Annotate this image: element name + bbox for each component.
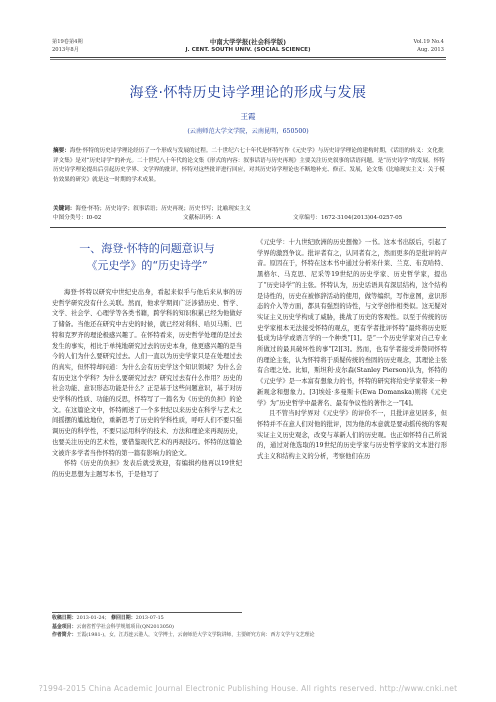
issue-volume: 第19卷第4期 — [52, 39, 83, 45]
abstract — [53, 147, 445, 185]
header-rule — [50, 57, 446, 58]
body-paragraph: 《元史学：十九世纪欧洲的历史想像》一书。这本书出版后，引起了学界的激烈争议。批评者有之，认同者有之，然而更多的是批评的声音。原因在于，怀特在这本书中通过分析米什莱、兰克、布克哈特、黑格尔、马克思、尼采等19世纪的历史学家、历史哲学家，提出了“历史诗学”的主张。怀特认为，历史话语具有深层结构，这个结构是诗性的，历史在被修辞活动的使用，做等编织，写作意图，意识形态的介入等方面，都具有强烈的诗性，与文学创作相类似。这无疑对实证主义历史学构成了威胁，挑战了历史的客观性。以至于传统的历史学家根本无法接受怀特的观点，更有学者批评怀特“最终将历史贬低成为诗学或语言学的一个种类”[1]。是“一个历史学家对自己专业所做过的最具破坏性的事”[2][3]。然而，也有学者接受并赞同怀特的理论主张，认为怀特将于质疑传统的叁固的历史观念，其理论主张有合理之处。比如，斯坦利·皮尔森(Stanley Pierson)认为，怀特的《元史学》是一本富有想象力的书，怀特的研究将给史学家带来一种新观念和想象力。[3]埃娃·多曼斯卡(Ewa Domanska)则将《元史学》为“历史哲学中最著名、最有争议性的著作之一”[4]。 — [257, 239, 447, 407]
header-rule-thin — [50, 59, 446, 60]
issue-volume-en: Vol.19 No.4 — [413, 39, 444, 45]
footnote-rule — [52, 612, 242, 613]
author-name: 王霞 — [240, 112, 256, 121]
classification-line — [53, 214, 445, 223]
keywords-text: 海登·怀特；历史诗学；叙事话语；历史再现；历史书写；比喻现实主义 — [75, 206, 251, 212]
issue-info-en — [414, 38, 444, 54]
section-heading — [52, 240, 242, 274]
footnote-fund — [52, 623, 444, 632]
author-bio-text: 王霞(1981-)，女，江苏连云港人，文学博士，云南师范大学文学院讲师，主要研究方向：西方文学与文艺理论 — [76, 632, 315, 639]
clc-number: 中图分类号：I0-02 — [53, 215, 102, 221]
revised-label: 修回日期： — [111, 615, 136, 621]
body-paragraph: 且不管当时学界对《元史学》的评价不一，且批评意见居多，但怀特并不在意人们对他的批评，因为他的本意就是要动摇传统的客观实证主义历史观念，改变与革新人们的历史观。也正如怀特自己所说的，通过对他选取的19世纪的历史学家与历史哲学家的文本进行形式主义和结构主义的分析，考察他们在历 — [257, 410, 447, 461]
section-heading-line2: 《元史学》的“历史诗学” — [86, 259, 208, 272]
keywords — [53, 205, 445, 214]
body-column-left — [52, 288, 242, 481]
issue-date-en: Aug. 2013 — [417, 47, 444, 53]
footnotes — [52, 614, 444, 640]
article-number: 文章编号：1672-3104(2013)04-0257-05 — [293, 215, 403, 221]
journal-name-cn: 中南大学学报(社会科学版) — [209, 38, 287, 46]
section-heading-line1: 一、海登·怀特的问题意识与 — [79, 242, 215, 255]
body-column-right — [257, 238, 447, 463]
received-date: 2013-01-24； — [76, 615, 110, 621]
fund-label: 基金项目： — [52, 623, 77, 630]
copyright-watermark: ?1994-2015 China Academic Journal Electronic Publishing House. All rights reserved. http://www.cnki.net — [38, 684, 458, 693]
body-paragraph: 海登·怀特以研究中世纪史出身，看起来似乎与他后来从事的历史哲学研究没有什么关联。然而，他求学期间广泛涉猎历史、哲学、文学、社会学、心理学等各类书籍，跨学科的知识积累已经为他做好了储备。当他还在研究中古史的时候，就已经对利科、哈贝马斯、巴特和克罗齐的理论极感兴趣了。在怀特看来，历史哲学处理的是过去发生的事实，相比于单纯地研究过去的历史本身，他更感兴趣的是当今的人们为什么要研究过去。人们一直以为历史学家只是在处理过去的真实，但怀特却问道：为什么会有历史学这个知识领域？为什么会有历史这个学科？为什么要研究过去？研究过去有什么作用？历史的社会功能、意识形态功能是什么？正是基于这些问题意识，基于对历史学科的性质、功能的反思，怀特写了一篇名为《历史的负担》的论文。在这篇论文中，怀特阐述了一个多世纪以来历史在科学与艺术之间摇摆的尴尬地位，重新思考了历史的学科性质，呼吁人们不要只强调历史的科学性，不要只运用科学的技术、方法和理论来再现历史，也要关注历史的艺术性，要借鉴现代艺术的再现技巧。怀特的这篇论文被许多学者当作怀特的第一篇有影响力的论文。 — [52, 289, 242, 457]
document-code: 文献标识码：A — [183, 215, 221, 221]
footnote-dates — [52, 614, 444, 623]
issue-date: 2013年8月 — [52, 47, 79, 53]
body-paragraph: 怀特《历史的负担》发表后就受欢迎，有编辑约他再以19世纪的历史思想为主题写本书，于是他写了 — [52, 460, 242, 478]
received-label: 收稿日期： — [52, 615, 77, 621]
author-affiliation: (云南师范大学文学院，云南昆明，650500) — [187, 128, 309, 135]
author-bio-label: 作者简介： — [52, 632, 77, 639]
abstract-text: 海登·怀特的历史诗学理论经历了一个形成与发展的过程。二十世纪六七十年代是怀特写作《元史学》与历史诗学理论的建构时期，《话语的转义：文化批评文集》是对“历史诗学”的补充。二十世纪八十年代的论文集《形式的内容：叙事话语与历史再现》主要关注历史叙事的话语问题，是“历史诗学”的发展。怀特历史诗学理论提出后引起历史学界、文学界的批评，怀特对这些批评进行回应，对其历史诗学理论也不断地补充、修正、发展，论文集《比喻现实主义：关于模仿效果的研究》就是这一时期的学术成果。 — [53, 148, 445, 183]
journal-name-en: J. CENT. SOUTH UNIV. (SOCIAL SCIENCE) — [185, 47, 311, 53]
footnote-author — [52, 631, 444, 640]
revised-date: 2013-07-15 — [135, 615, 164, 621]
abstract-rule — [50, 227, 446, 228]
article-title: 海登·怀特历史诗学理论的形成与发展 — [129, 85, 367, 101]
fund-text: 云南省哲学社会科学规划项目(QN2013050) — [76, 623, 174, 630]
abstract-label: 摘要： — [53, 148, 70, 154]
keywords-label: 关键词： — [53, 206, 76, 212]
